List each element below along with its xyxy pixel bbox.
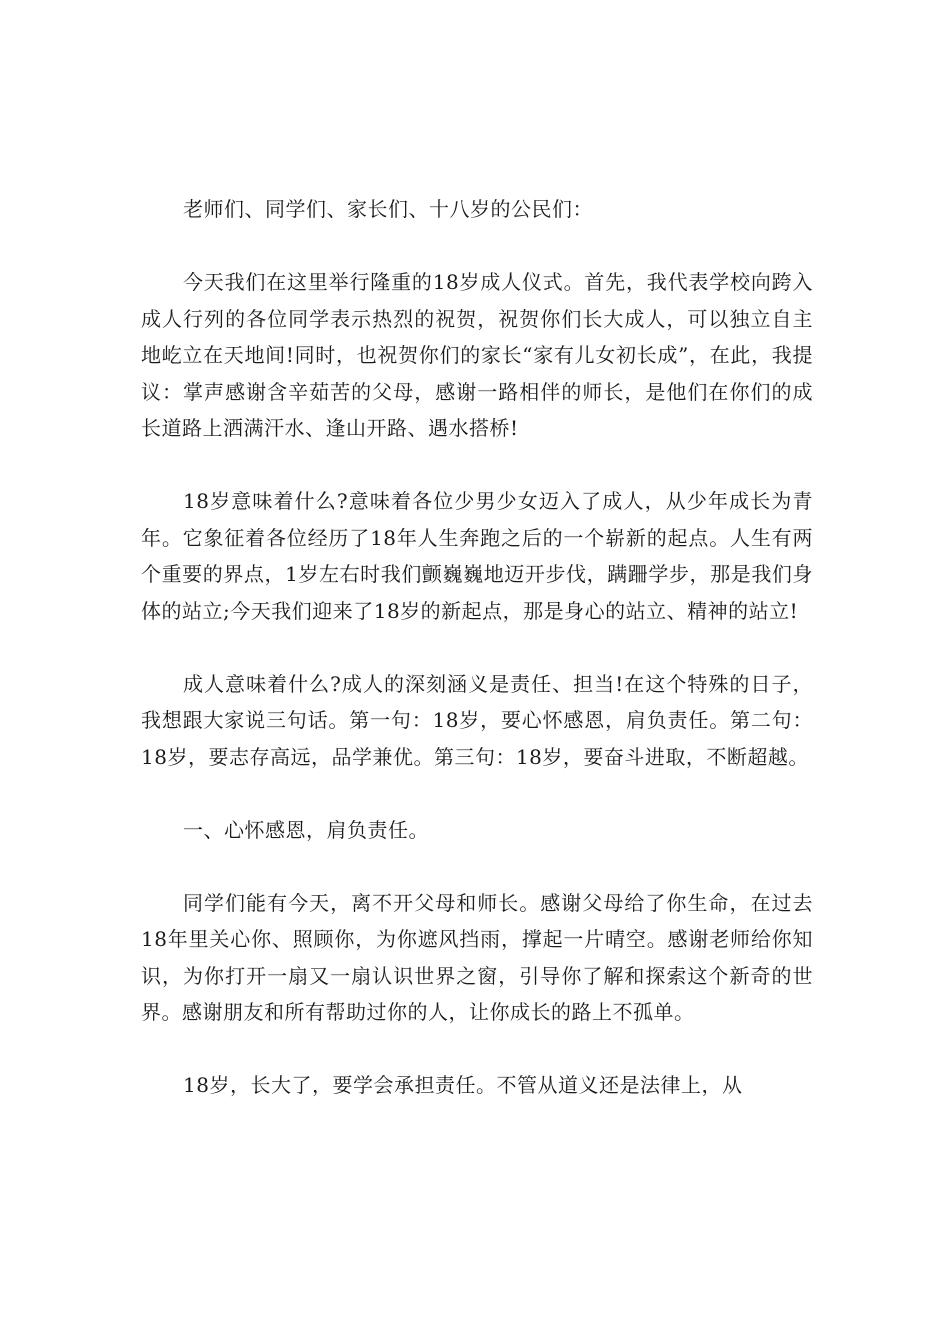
document-body [141,191,813,1140]
gratitude-paragraph: 同学们能有今天，离不开父母和师长。感谢父母给了你生命，在过去18年里关心你、照顾你，为你遮风挡雨，撑起一片晴空。感谢老师给你知识，为你打开一扇又一扇认识世界之窗，引导你了解和探索这个新奇的世界。感谢朋友和所有帮助过你的人，让你成长的路上不孤单。 [141,890,813,1024]
meaning-of-18-paragraph: 18岁意味着什么?意味着各位少男少女迈入了成人，从少年成长为青年。它象征着各位经历了18年人生奔跑之后的一个崭新的起点。人生有两个重要的界点，1岁左右时我们颤巍巍地迈开步伐，蹒跚学步，那是我们身体的站立;今天我们迎来了18岁的新起点，那是身心的站立、精神的站立! [141,489,813,623]
opening-paragraph: 今天我们在这里举行隆重的18岁成人仪式。首先，我代表学校向跨入成人行列的各位同学表示热烈的祝贺，祝贺你们长大成人，可以独立自主地屹立在天地间!同时，也祝贺你们的家长“家有儿女初长成”，在此，我提议：掌声感谢含辛茹苦的父母，感谢一路相伴的师长，是他们在你们的成长道路上洒满汗水、逢山开路、遇水搭桥! [141,270,813,440]
section-heading-1: 一、心怀感恩，肩负责任。 [183,817,429,842]
responsibility-paragraph: 18岁，长大了，要学会承担责任。不管从道义还是法律上，从 [183,1073,743,1097]
greeting-paragraph: 老师们、同学们、家长们、十八岁的公民们： [183,197,593,221]
meaning-of-adulthood-paragraph: 成人意味着什么?成人的深刻涵义是责任、担当!在这个特殊的日子，我想跟大家说三句话。第一句：18岁，要心怀感恩，肩负责任。第二句：18岁，要志存高远，品学兼优。第三句：18岁，要奋斗进取，不断超越。 [141,671,813,769]
